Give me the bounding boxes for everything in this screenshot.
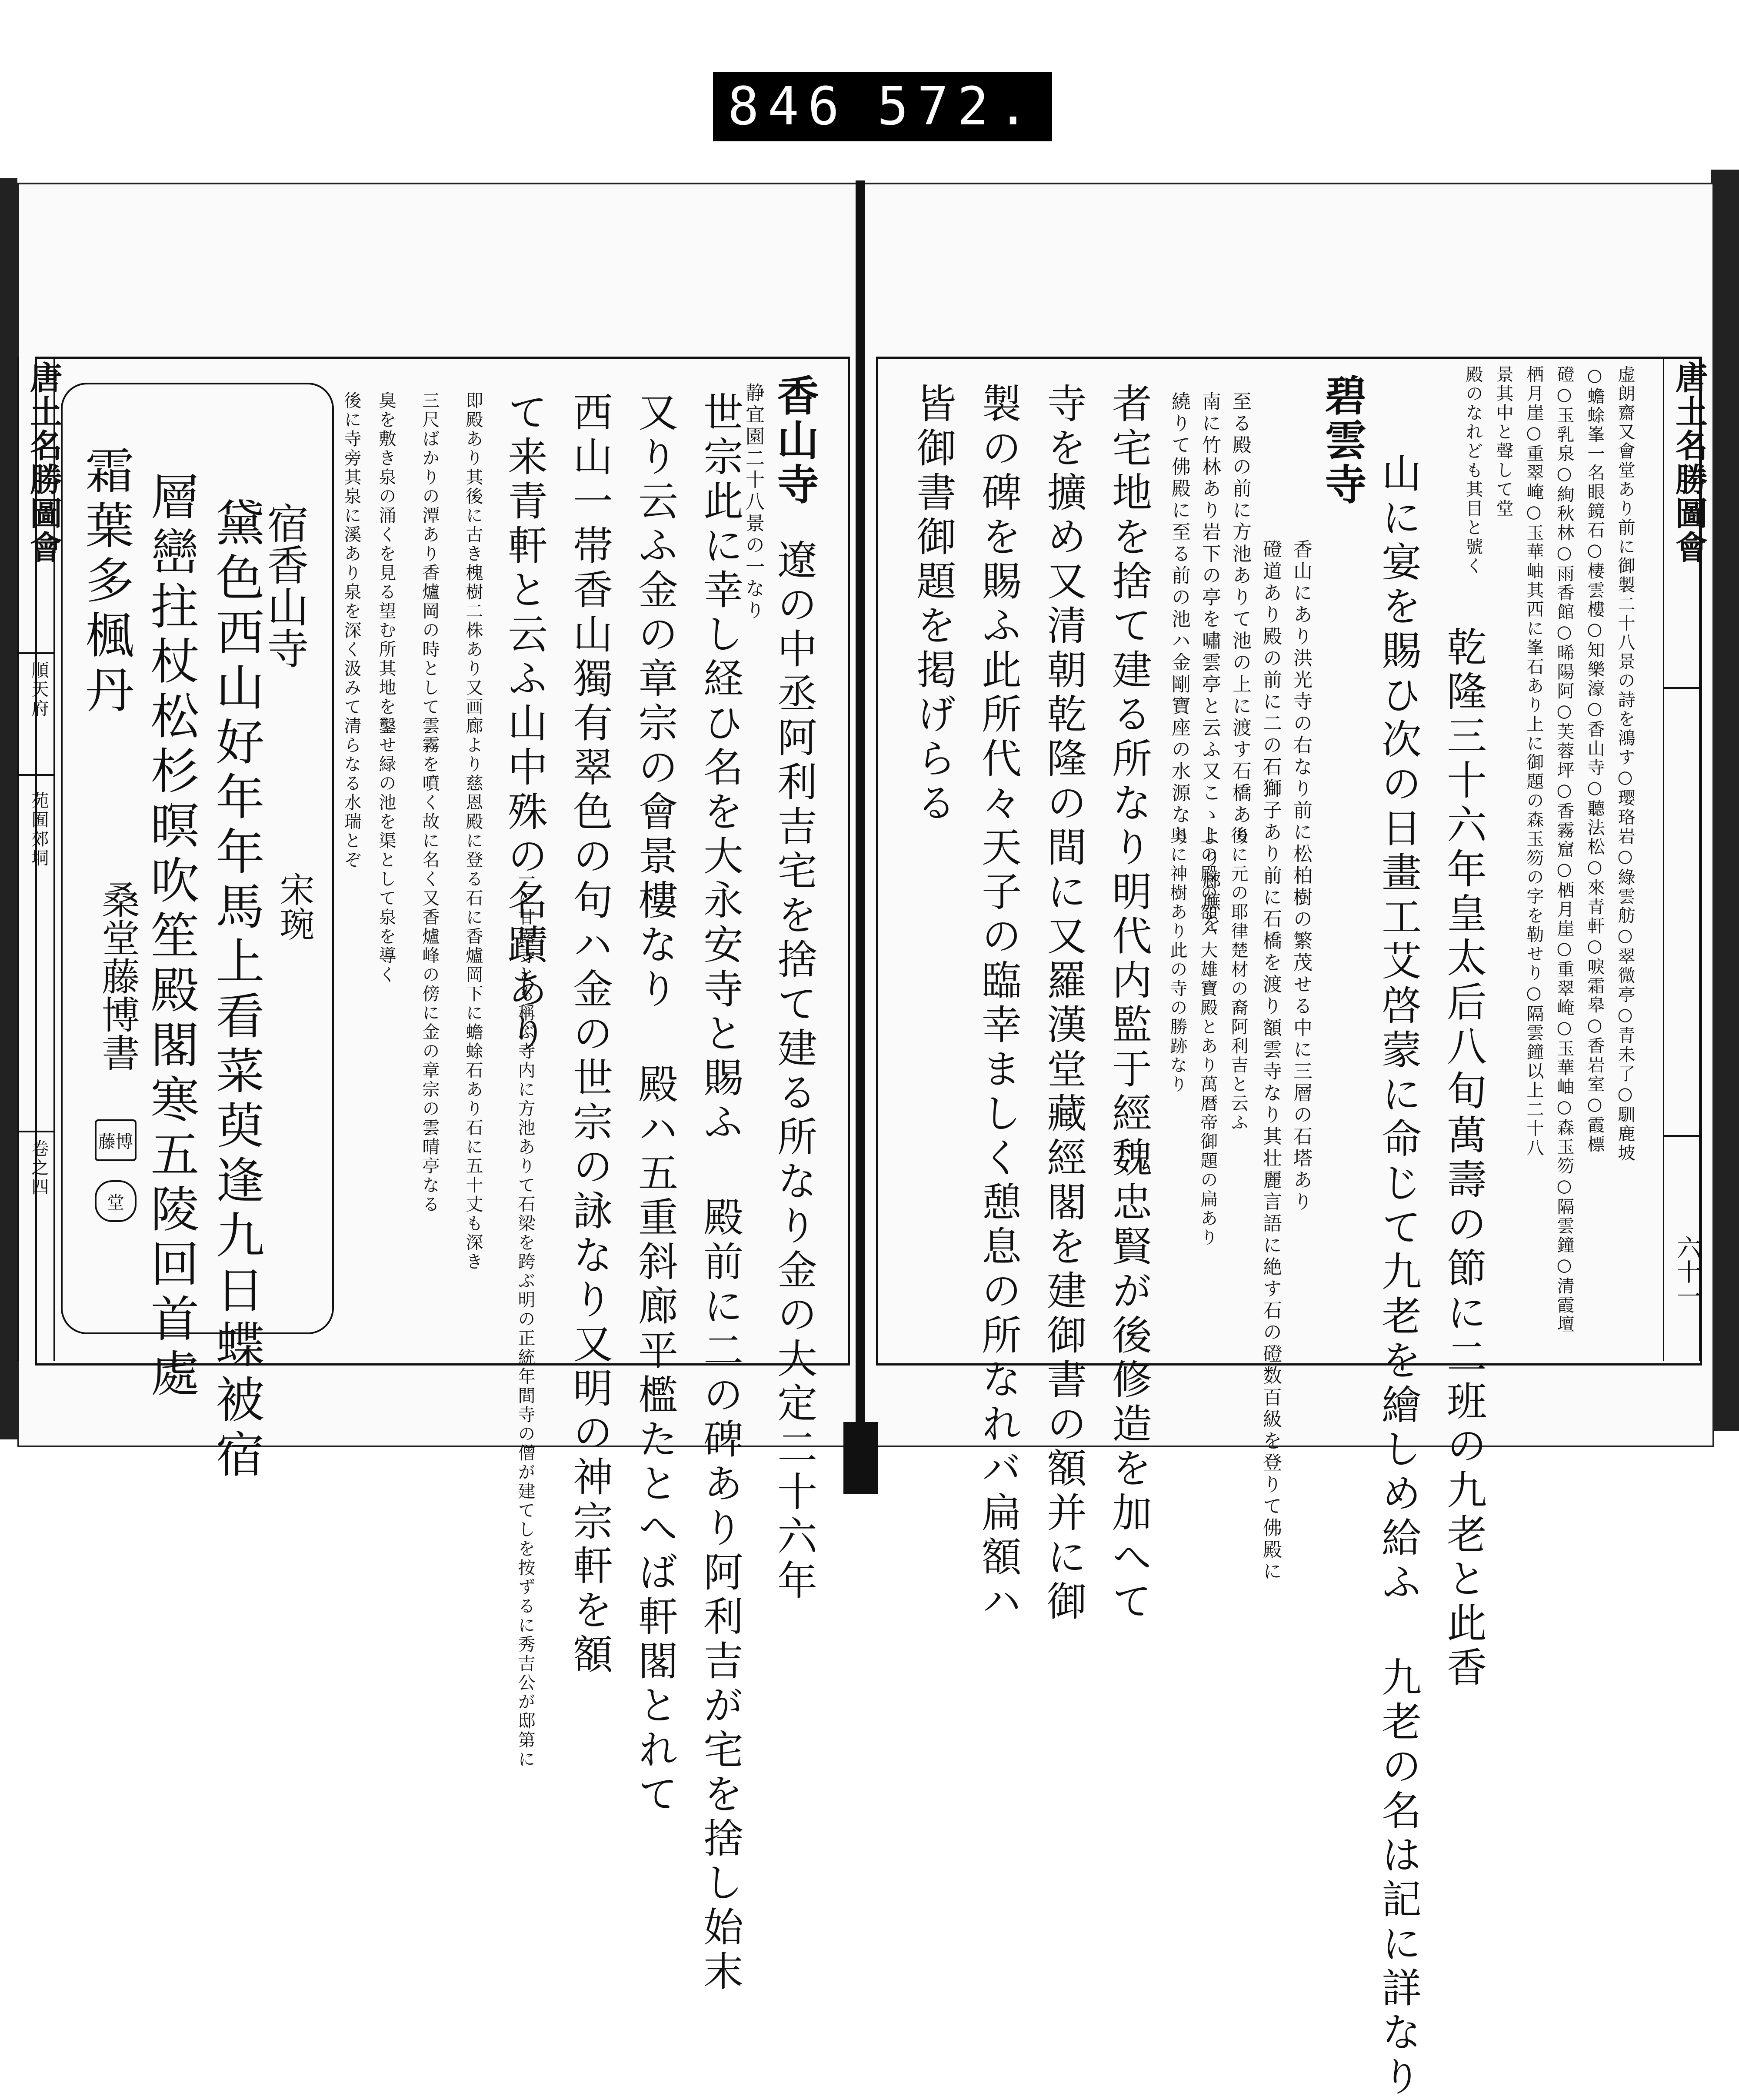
left-book-edge: [0, 178, 17, 1439]
poem-line: 霜葉多楓丹: [77, 445, 134, 719]
body-column: 者宅地を捨て建る所なり明代内監于經魏忠賢が後修造を加へて: [1106, 383, 1152, 1625]
section-heading-biyun-temple: 碧雲寺: [1318, 374, 1367, 507]
body-column: 山に宴を賜ひ次の日畫工艾啓蒙に命じて九老を繪しめ給ふ 九老の名は記に詳なり: [1375, 452, 1422, 2100]
archive-label: [713, 72, 1052, 141]
note-column: 三尺ばかりの潭あり香爐岡の時として雲霧を噴く故に名く又香爐峰の傍に金の章宗の雲晴亭なる: [420, 391, 440, 1214]
right-book-edge: [1711, 170, 1739, 1431]
margin-divider: [19, 1131, 53, 1132]
intro-column: 殿のなれども其目と號く: [1463, 365, 1483, 576]
note-column: 上の殿の額ハ大雄寶殿とあり萬暦帝御題の扁あり: [1198, 826, 1218, 1247]
margin-district: 苑囿郊垌: [29, 791, 49, 868]
body-column: 遼の中丞阿利吉宅を捨て建る所なり金の大定二十六年: [771, 539, 817, 1604]
note-column: 一に甘露寺とも稱ぶ寺内に方池ありて石梁を跨ぶ明の正統年間寺の僧が建てしを按ずるに秀吉公が邸第に: [515, 870, 535, 1769]
body-column: 世宗此に幸し経ひ名を大永安寺と賜ふ 殿前に二の碑あり阿利吉が宅を捨し始末: [697, 391, 743, 1995]
body-column: 製の碑を賜ふ此所代々天子の臨幸ましく憩息の所なれバ扁額ハ: [975, 383, 1022, 1625]
body-column: 又り云ふ金の章宗の會景樓なり 殿ハ五重斜廊平檻たとへば軒閣とれて: [632, 391, 678, 1817]
body-column: 寺を擴め又清朝乾隆の間に又羅漢堂藏經閣を建御書の額并に御: [1040, 383, 1087, 1625]
body-column: 皆御書御題を掲げらる: [910, 383, 956, 826]
intro-column: ○蟾蜍峯一名眼鏡石○棲雲樓○知樂濠○香山寺○聽法松○來青軒○唳霜皋○香岩室○霞標: [1585, 365, 1605, 1154]
archive-number-left: 846: [727, 76, 848, 137]
note-column: 奥に神樹あり此の寺の勝跡なり: [1167, 826, 1187, 1094]
book-spine: [856, 180, 865, 1494]
poem-title: 宿香山寺: [260, 502, 309, 669]
intro-column: 栖月崖○重翠崦○玉華岫其西に峯石あり上に御題の森玉笏の字を勒せり○隔雲鐘以上二十八: [1524, 365, 1544, 1158]
body-column: 至る殿の前に方池ありて池の上に渡す石橋あり: [1229, 391, 1251, 848]
seal-stamp: 堂: [95, 1180, 137, 1222]
body-column: 香山にあり洪光寺の右なり前に松柏樹の繁茂せる中に三層の石塔あり: [1290, 539, 1312, 1213]
body-column: 繞りて佛殿に至る前の池ハ金剛寶座の水源なり: [1168, 391, 1190, 848]
right-margin-strip: [1663, 357, 1708, 1361]
intro-column: 虚朗齋又會堂あり前に御製二十八景の詩を鴻す○璎珞岩○綠雲舫○翠微亭○青未了○馴鹿坡: [1615, 365, 1635, 1163]
margin-divider: [1664, 687, 1699, 689]
body-column: 磴道あり殿の前に二の石獅子あり前に石橋を渡り額雲寺なり其壮麗言語に絶す石の磴数百級を登りて佛殿に: [1259, 539, 1282, 1583]
margin-divider: [19, 652, 53, 654]
seal-stamp: 藤博: [95, 1119, 137, 1161]
archive-number-right: 572.: [877, 76, 1038, 137]
poem-author: 宋琬: [274, 871, 314, 941]
margin-book-title-right: 唐土名勝圖會: [1670, 361, 1708, 564]
poem-cartouche: [61, 383, 334, 1484]
body-column: て来青軒と云ふ山中殊の名蹟あり: [501, 391, 548, 1057]
section-heading-xiangshan-temple: 香山寺: [770, 374, 820, 507]
note-column: 即殿あり其後に古き槐樹二株あり又画廊より慈恩殿に登る石に香爐岡下に蟾蜍石あり石に五十丈も深き: [463, 391, 483, 1272]
intro-column: 景其中と聲して堂: [1493, 365, 1513, 518]
book-spine-foot: [843, 1422, 878, 1494]
body-column: 乾隆三十六年皇太后八旬萬壽の節に二班の九老と此香: [1440, 626, 1487, 1691]
body-column: 西山一帯香山獨有翠色の句ハ金の世宗の詠なり又明の神宗軒を額: [566, 391, 613, 1678]
body-column: 南に竹林あり岩下の亭を嘯雲亭と云ふ又こゝより廊廡を: [1199, 391, 1221, 935]
poem-line: 層巒拄杖松杉暝吹笙殿閣寒五陵回首處: [143, 471, 199, 1403]
note-column: 臭を敷き泉の涌くを見る望む所其地を鑿せ緑の池を渠として泉を導く: [376, 391, 396, 985]
left-margin-strip: [17, 357, 62, 1361]
intro-column: 磴○玉乳泉○絢秋林○雨香館○晞陽阿○芙蓉坪○香霧窟○栖月崖○重翠崦○玉華岫○森玉笏○隔雲鐘○清霞壇: [1554, 365, 1574, 1334]
margin-divider: [1664, 1135, 1699, 1137]
margin-volume: 卷之四: [29, 1139, 49, 1197]
margin-province: 順天府: [29, 661, 49, 718]
poem-line: 黛色西山好年年馬上看菜萸逢九日蝶被宿: [208, 497, 264, 1484]
heading-note: 静宜園二十八景の一なり: [742, 383, 764, 622]
poem-signature: 桑堂藤博書: [96, 880, 140, 1072]
margin-divider: [19, 774, 53, 776]
note-column: 後に寺旁其泉に溪あり泉を深く汲みて清らなる水瑞とぞ: [341, 391, 361, 870]
margin-book-title: 唐土名勝圖會: [25, 361, 62, 564]
note-column: 後に元の耶律楚材の裔阿利吉と云ふ: [1228, 826, 1248, 1132]
folio-number: 六十一: [1673, 1235, 1701, 1308]
